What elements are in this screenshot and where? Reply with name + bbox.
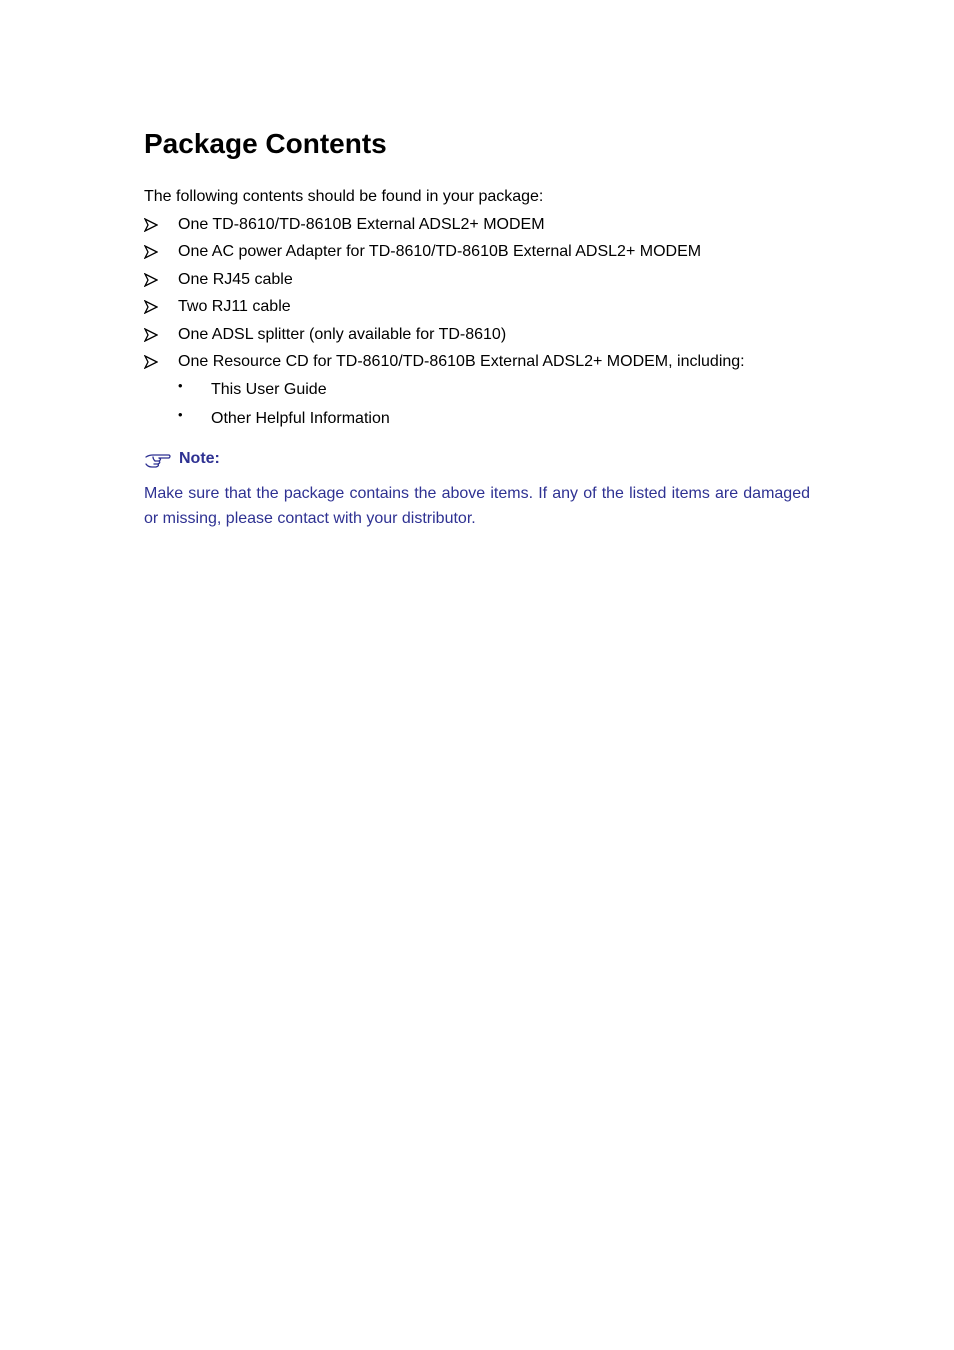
sub-list-item-label: Other Helpful Information	[211, 410, 390, 427]
list-item-label: One RJ45 cable	[178, 271, 293, 288]
pointing-hand-icon	[144, 451, 172, 469]
list-item-label: One AC power Adapter for TD-8610/TD-8610B External ADSL2+ MODEM	[178, 243, 702, 260]
note-label: Note:	[179, 450, 220, 467]
arrowhead-bullet-icon	[144, 245, 158, 259]
page-title: Package Contents	[144, 128, 387, 159]
arrowhead-bullet-icon	[144, 300, 158, 314]
arrowhead-bullet-icon	[144, 328, 158, 342]
list-item-label: One TD-8610/TD-8610B External ADSL2+ MODEM	[178, 216, 545, 233]
arrowhead-bullet-icon	[144, 218, 158, 232]
list-item-label: Two RJ11 cable	[178, 298, 291, 315]
list-item-label: One Resource CD for TD-8610/TD-8610B External ADSL2+ MODEM, including:	[178, 353, 745, 370]
intro-text: The following contents should be found in your package:	[144, 188, 544, 205]
dot-bullet-icon: •	[178, 407, 183, 422]
arrowhead-bullet-icon	[144, 273, 158, 287]
note-text: Make sure that the package contains the above items. If any of the listed items are damaged or missing, please contact with your distributor.	[144, 485, 810, 527]
sub-list-item-label: This User Guide	[211, 381, 327, 398]
arrowhead-bullet-icon	[144, 355, 158, 369]
dot-bullet-icon: •	[178, 378, 183, 393]
list-item-label: One ADSL splitter (only available for TD-8610)	[178, 326, 507, 343]
